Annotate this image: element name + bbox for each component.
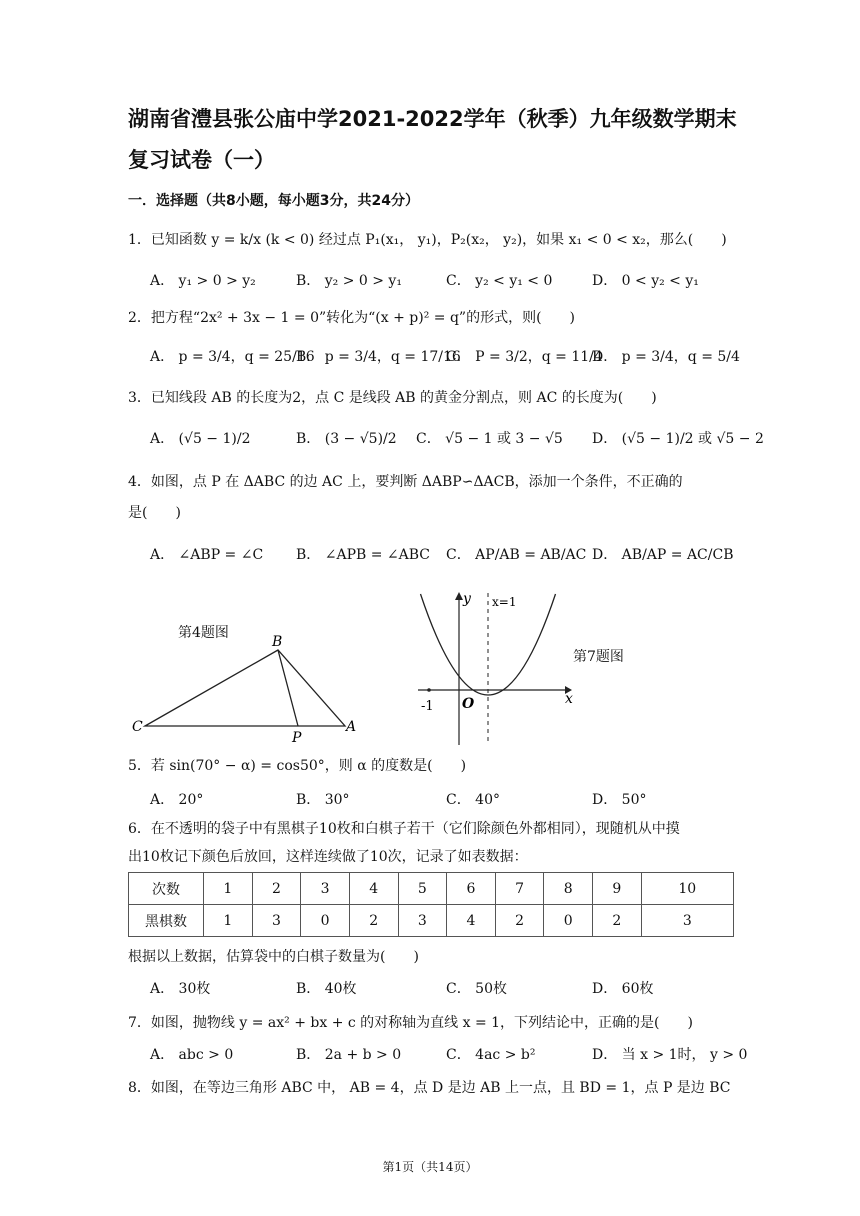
table-cell: 8 bbox=[544, 873, 593, 905]
q6-stem-line2: 出10枚记下颜色后放回，这样连续做了10次，记录了如表数据： bbox=[128, 849, 528, 865]
table-row bbox=[129, 873, 734, 905]
fig4-caption: 第4题图 bbox=[178, 625, 229, 641]
table-cell: 3 bbox=[398, 905, 447, 937]
title-line1: 湖南省澧县张公庙中学2021-2022学年（秋季）九年级数学期末 bbox=[128, 107, 737, 131]
q4-option-a: A． ∠ABP = ∠C bbox=[150, 547, 264, 563]
q5-option-d: D． 50° bbox=[592, 792, 647, 808]
table-cell: 5 bbox=[398, 873, 447, 905]
page-footer: 第1页（共14页） bbox=[382, 1160, 478, 1174]
table-cell: 次数 bbox=[129, 873, 204, 905]
fig7-caption: 第7题图 bbox=[573, 649, 624, 665]
title-line2: 复习试卷（一） bbox=[128, 148, 275, 172]
table-cell: 3 bbox=[301, 873, 350, 905]
q2-option-b: B． p = 3/4，q = 17/16 bbox=[296, 349, 461, 365]
q6-option-c: C． 50枚 bbox=[446, 981, 507, 997]
table-row bbox=[129, 905, 734, 937]
table-cell: 2 bbox=[593, 905, 642, 937]
q5-stem: 5．若 sin(70° − α) = cos50°，则 α 的度数是( ) bbox=[128, 758, 467, 774]
q5-option-c: C． 40° bbox=[446, 792, 500, 808]
table-cell: 2 bbox=[495, 905, 544, 937]
table-cell: 2 bbox=[349, 905, 398, 937]
table-cell: 1 bbox=[204, 905, 253, 937]
q4-stem-line2: 是( ) bbox=[128, 505, 181, 521]
table-cell: 黑棋数 bbox=[129, 905, 204, 937]
y-axis-arrow bbox=[455, 592, 463, 600]
q3-stem: 3．已知线段 AB 的长度为2，点 C 是线段 AB 的黄金分割点，则 AC 的长度为( ) bbox=[128, 390, 657, 406]
q6-option-d: D． 60枚 bbox=[592, 981, 654, 997]
q4-option-d: D． AB/AP = AC/CB bbox=[592, 547, 734, 563]
q7-option-d: D． 当 x > 1时， y > 0 bbox=[592, 1047, 748, 1063]
label-axis-x1: x=1 bbox=[492, 595, 517, 609]
q5-option-b: B． 30° bbox=[296, 792, 350, 808]
q7-option-a: A． abc > 0 bbox=[150, 1047, 234, 1063]
data-table bbox=[128, 872, 734, 937]
q2-option-c: C． P = 3/2，q = 11/4 bbox=[446, 349, 603, 365]
q3-option-d: D． (√5 − 1)/2 或 √5 − 2 bbox=[592, 431, 764, 447]
label-y: y bbox=[463, 591, 471, 607]
q2-stem: 2．把方程“2x² + 3x − 1 = 0”转化为“(x + p)² = q”的形式，则( ) bbox=[128, 310, 576, 326]
table-cell: 10 bbox=[641, 873, 733, 905]
q1-option-c: C． y₂ < y₁ < 0 bbox=[446, 273, 553, 289]
q4-option-b: B． ∠APB = ∠ABC bbox=[296, 547, 431, 563]
table-cell: 9 bbox=[593, 873, 642, 905]
q1-option-b: B． y₂ > 0 > y₁ bbox=[296, 273, 402, 289]
q2-option-d: D． p = 3/4，q = 5/4 bbox=[592, 349, 740, 365]
q6-option-a: A． 30枚 bbox=[150, 981, 211, 997]
q7-stem: 7．如图，抛物线 y = ax² + bx + c 的对称轴为直线 x = 1，下列结论中，正确的是( ) bbox=[128, 1015, 693, 1031]
table-cell: 3 bbox=[641, 905, 733, 937]
q1-option-d: D． 0 < y₂ < y₁ bbox=[592, 273, 699, 289]
label-a: A bbox=[346, 719, 357, 735]
label-origin: O bbox=[462, 696, 475, 712]
q2-option-a: A． p = 3/4，q = 25/16 bbox=[150, 349, 315, 365]
q6-option-b: B． 40枚 bbox=[296, 981, 357, 997]
table-cell: 0 bbox=[301, 905, 350, 937]
table-cell: 1 bbox=[204, 873, 253, 905]
q1-option-a: A． y₁ > 0 > y₂ bbox=[150, 273, 256, 289]
q6-stem-line3: 根据以上数据，估算袋中的白棋子数量为( ) bbox=[128, 949, 419, 965]
q5-option-a: A． 20° bbox=[150, 792, 204, 808]
table-cell: 2 bbox=[252, 873, 301, 905]
label-p: P bbox=[292, 730, 302, 746]
label-x: x bbox=[565, 691, 573, 707]
q4-stem-line1: 4．如图，点 P 在 ΔABC 的边 AC 上，要判断 ΔABP∽ΔACB，添加一个条件，不正确的 bbox=[128, 474, 683, 490]
q7-option-b: B． 2a + b > 0 bbox=[296, 1047, 402, 1063]
label-c: C bbox=[132, 719, 143, 735]
label-neg1: -1 bbox=[421, 699, 434, 714]
label-b: B bbox=[272, 634, 283, 650]
table-cell: 0 bbox=[544, 905, 593, 937]
table-cell: 7 bbox=[495, 873, 544, 905]
q6-stem-line1: 6．在不透明的袋子中有黑棋子10枚和白棋子若干（它们除颜色外都相同），现随机从中摸 bbox=[128, 821, 680, 837]
point-neg1 bbox=[427, 688, 431, 692]
q3-option-c: C． √5 − 1 或 3 − √5 bbox=[416, 431, 563, 447]
q7-option-c: C． 4ac > b² bbox=[446, 1047, 536, 1063]
q4-option-c: C． AP/AB = AB/AC bbox=[446, 547, 587, 563]
table-cell: 4 bbox=[447, 905, 496, 937]
table-cell: 4 bbox=[349, 873, 398, 905]
q8-stem: 8．如图，在等边三角形 ABC 中， AB = 4，点 D 是边 AB 上一点，且 BD = 1，点 P 是边 BC bbox=[128, 1080, 731, 1096]
q1-stem: 1．已知函数 y = k/x (k < 0) 经过点 P₁(x₁， y₁)，P₂(x₂， y₂)，如果 x₁ < 0 < x₂，那么( ) bbox=[128, 232, 727, 248]
table-cell: 3 bbox=[252, 905, 301, 937]
q3-option-a: A． (√5 − 1)/2 bbox=[150, 431, 251, 447]
section-heading: 一．选择题（共8小题，每小题3分，共24分） bbox=[128, 193, 419, 209]
q3-option-b: B． (3 − √5)/2 bbox=[296, 431, 397, 447]
table-cell: 6 bbox=[447, 873, 496, 905]
